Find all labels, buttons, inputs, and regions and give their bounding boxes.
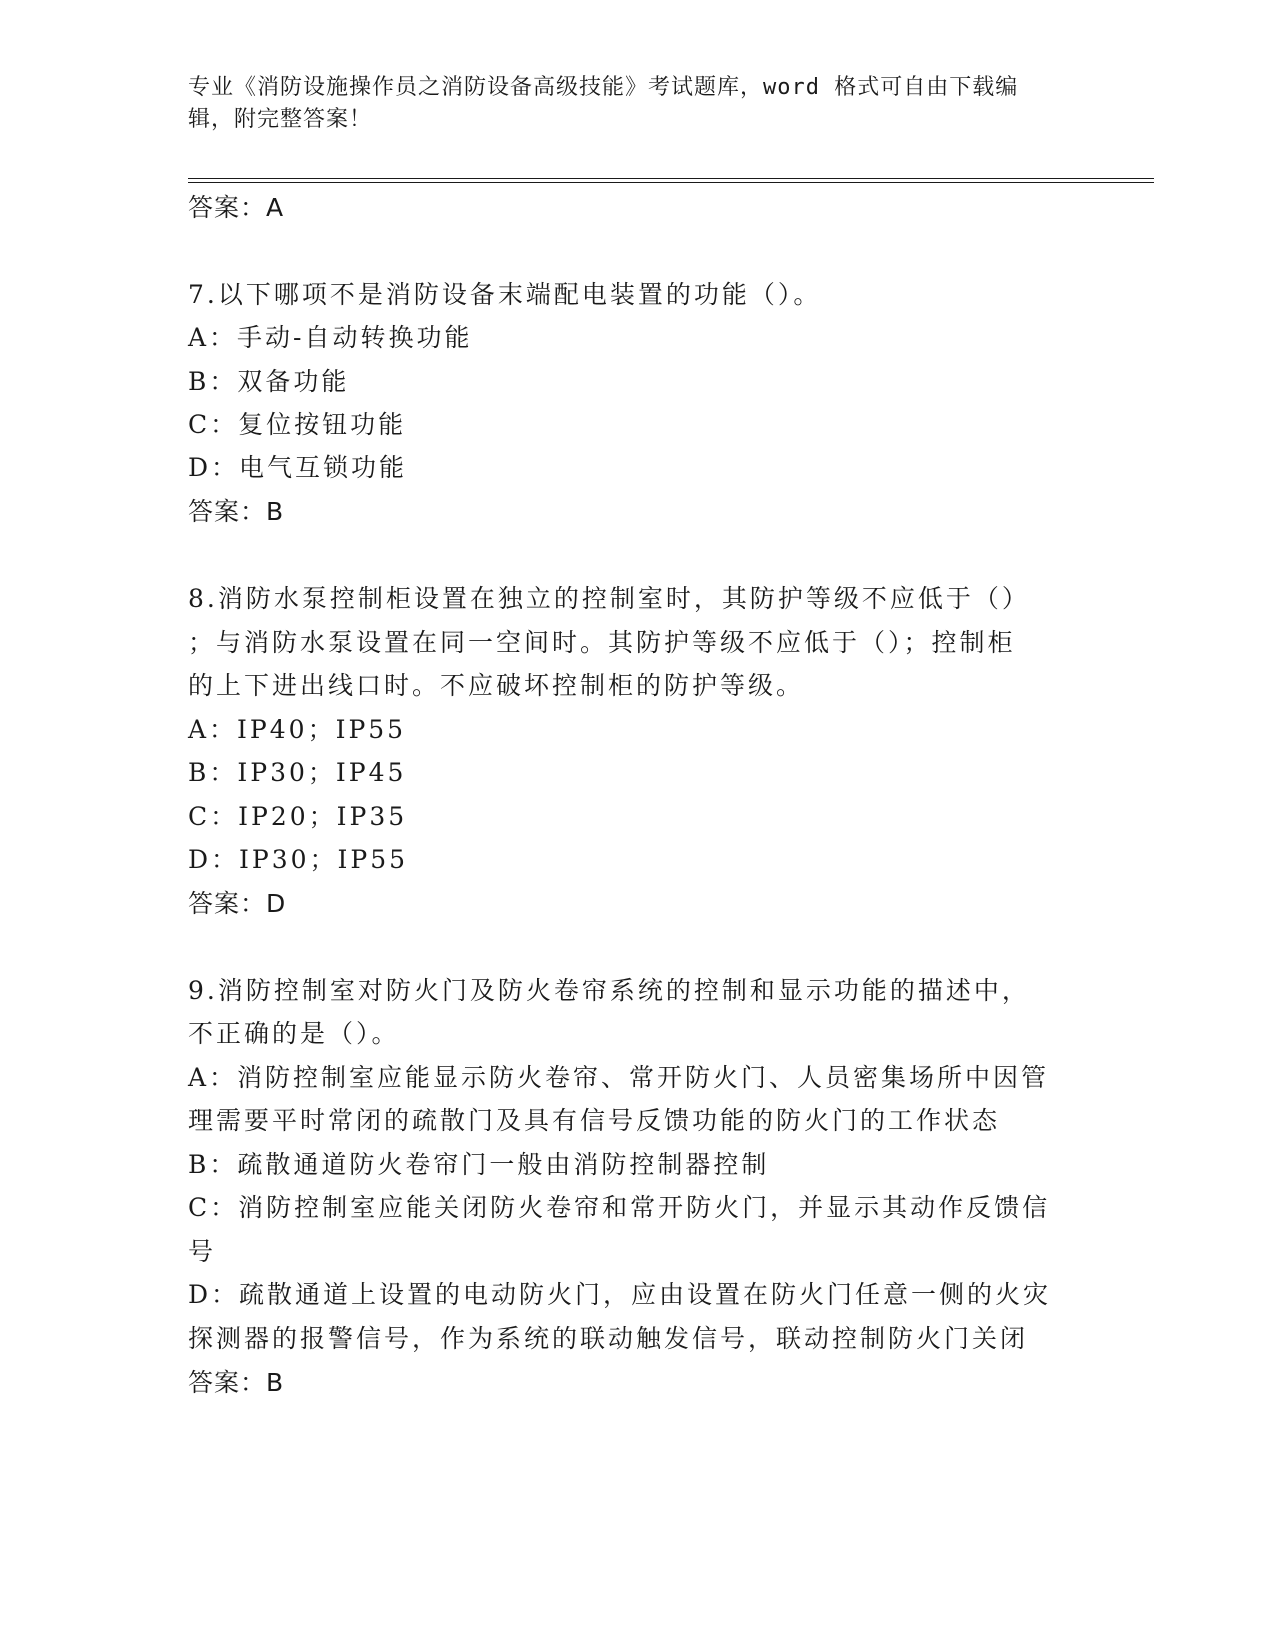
header-line-2: 辑，附完整答案！: [188, 107, 373, 132]
q8-option-a: A：IP40；IP55: [188, 715, 407, 744]
answer-q8: 答案：D: [188, 889, 287, 918]
q9-option-a-line-1: A：消防控制室应能显示防火卷帘、常开防火门、人员密集场所中因管: [188, 1063, 1050, 1092]
q8-option-d: D：IP30；IP55: [188, 845, 409, 874]
q9-option-c-line-1: C：消防控制室应能关闭防火卷帘和常开防火门，并显示其动作反馈信: [188, 1193, 1051, 1222]
q7-stem: 7.以下哪项不是消防设备末端配电装置的功能（）。: [188, 280, 822, 309]
header-divider: [188, 178, 1154, 183]
answer-q6: 答案：A: [188, 193, 285, 222]
q9-option-a-line-2: 理需要平时常闭的疏散门及具有信号反馈功能的防火门的工作状态: [188, 1106, 1001, 1135]
header-line-1: 专业《消防设施操作员之消防设备高级技能》考试题库，word 格式可自由下载编: [188, 75, 1019, 100]
q9-option-d-line-2: 探测器的报警信号，作为系统的联动触发信号，联动控制防火门关闭: [188, 1324, 1029, 1353]
q8-stem-line-1: 8.消防水泵控制柜设置在独立的控制室时，其防护等级不应低于（）: [188, 584, 1030, 613]
document-header: [188, 72, 1068, 136]
q7-option-b: B：双备功能: [188, 367, 350, 396]
q9-option-c-line-2: 号: [188, 1237, 217, 1266]
q7-option-a: A：手动-自动转换功能: [188, 323, 473, 352]
answer-q7: 答案：B: [188, 497, 285, 526]
q9-option-b: B：疏散通道防火卷帘门一般由消防控制器控制: [188, 1150, 770, 1179]
q8-stem-line-2: ；与消防水泵设置在同一空间时。其防护等级不应低于（）；控制柜: [188, 628, 1016, 657]
q9-stem-line-1: 9.消防控制室对防火门及防火卷帘系统的控制和显示功能的描述中，: [188, 976, 1030, 1005]
q8-option-b: B：IP30；IP45: [188, 758, 407, 787]
q7-option-d: D：电气互锁功能: [188, 453, 408, 482]
answer-q9: 答案：B: [188, 1368, 285, 1397]
q8-stem-line-3: 的上下进出线口时。不应破坏控制柜的防护等级。: [188, 671, 805, 700]
q8-option-c: C：IP20；IP35: [188, 802, 408, 831]
q7-option-c: C：复位按钮功能: [188, 410, 407, 439]
q9-option-d-line-1: D：疏散通道上设置的电动防火门，应由设置在防火门任意一侧的火灾: [188, 1280, 1052, 1309]
q9-stem-line-2: 不正确的是（）。: [188, 1019, 400, 1048]
